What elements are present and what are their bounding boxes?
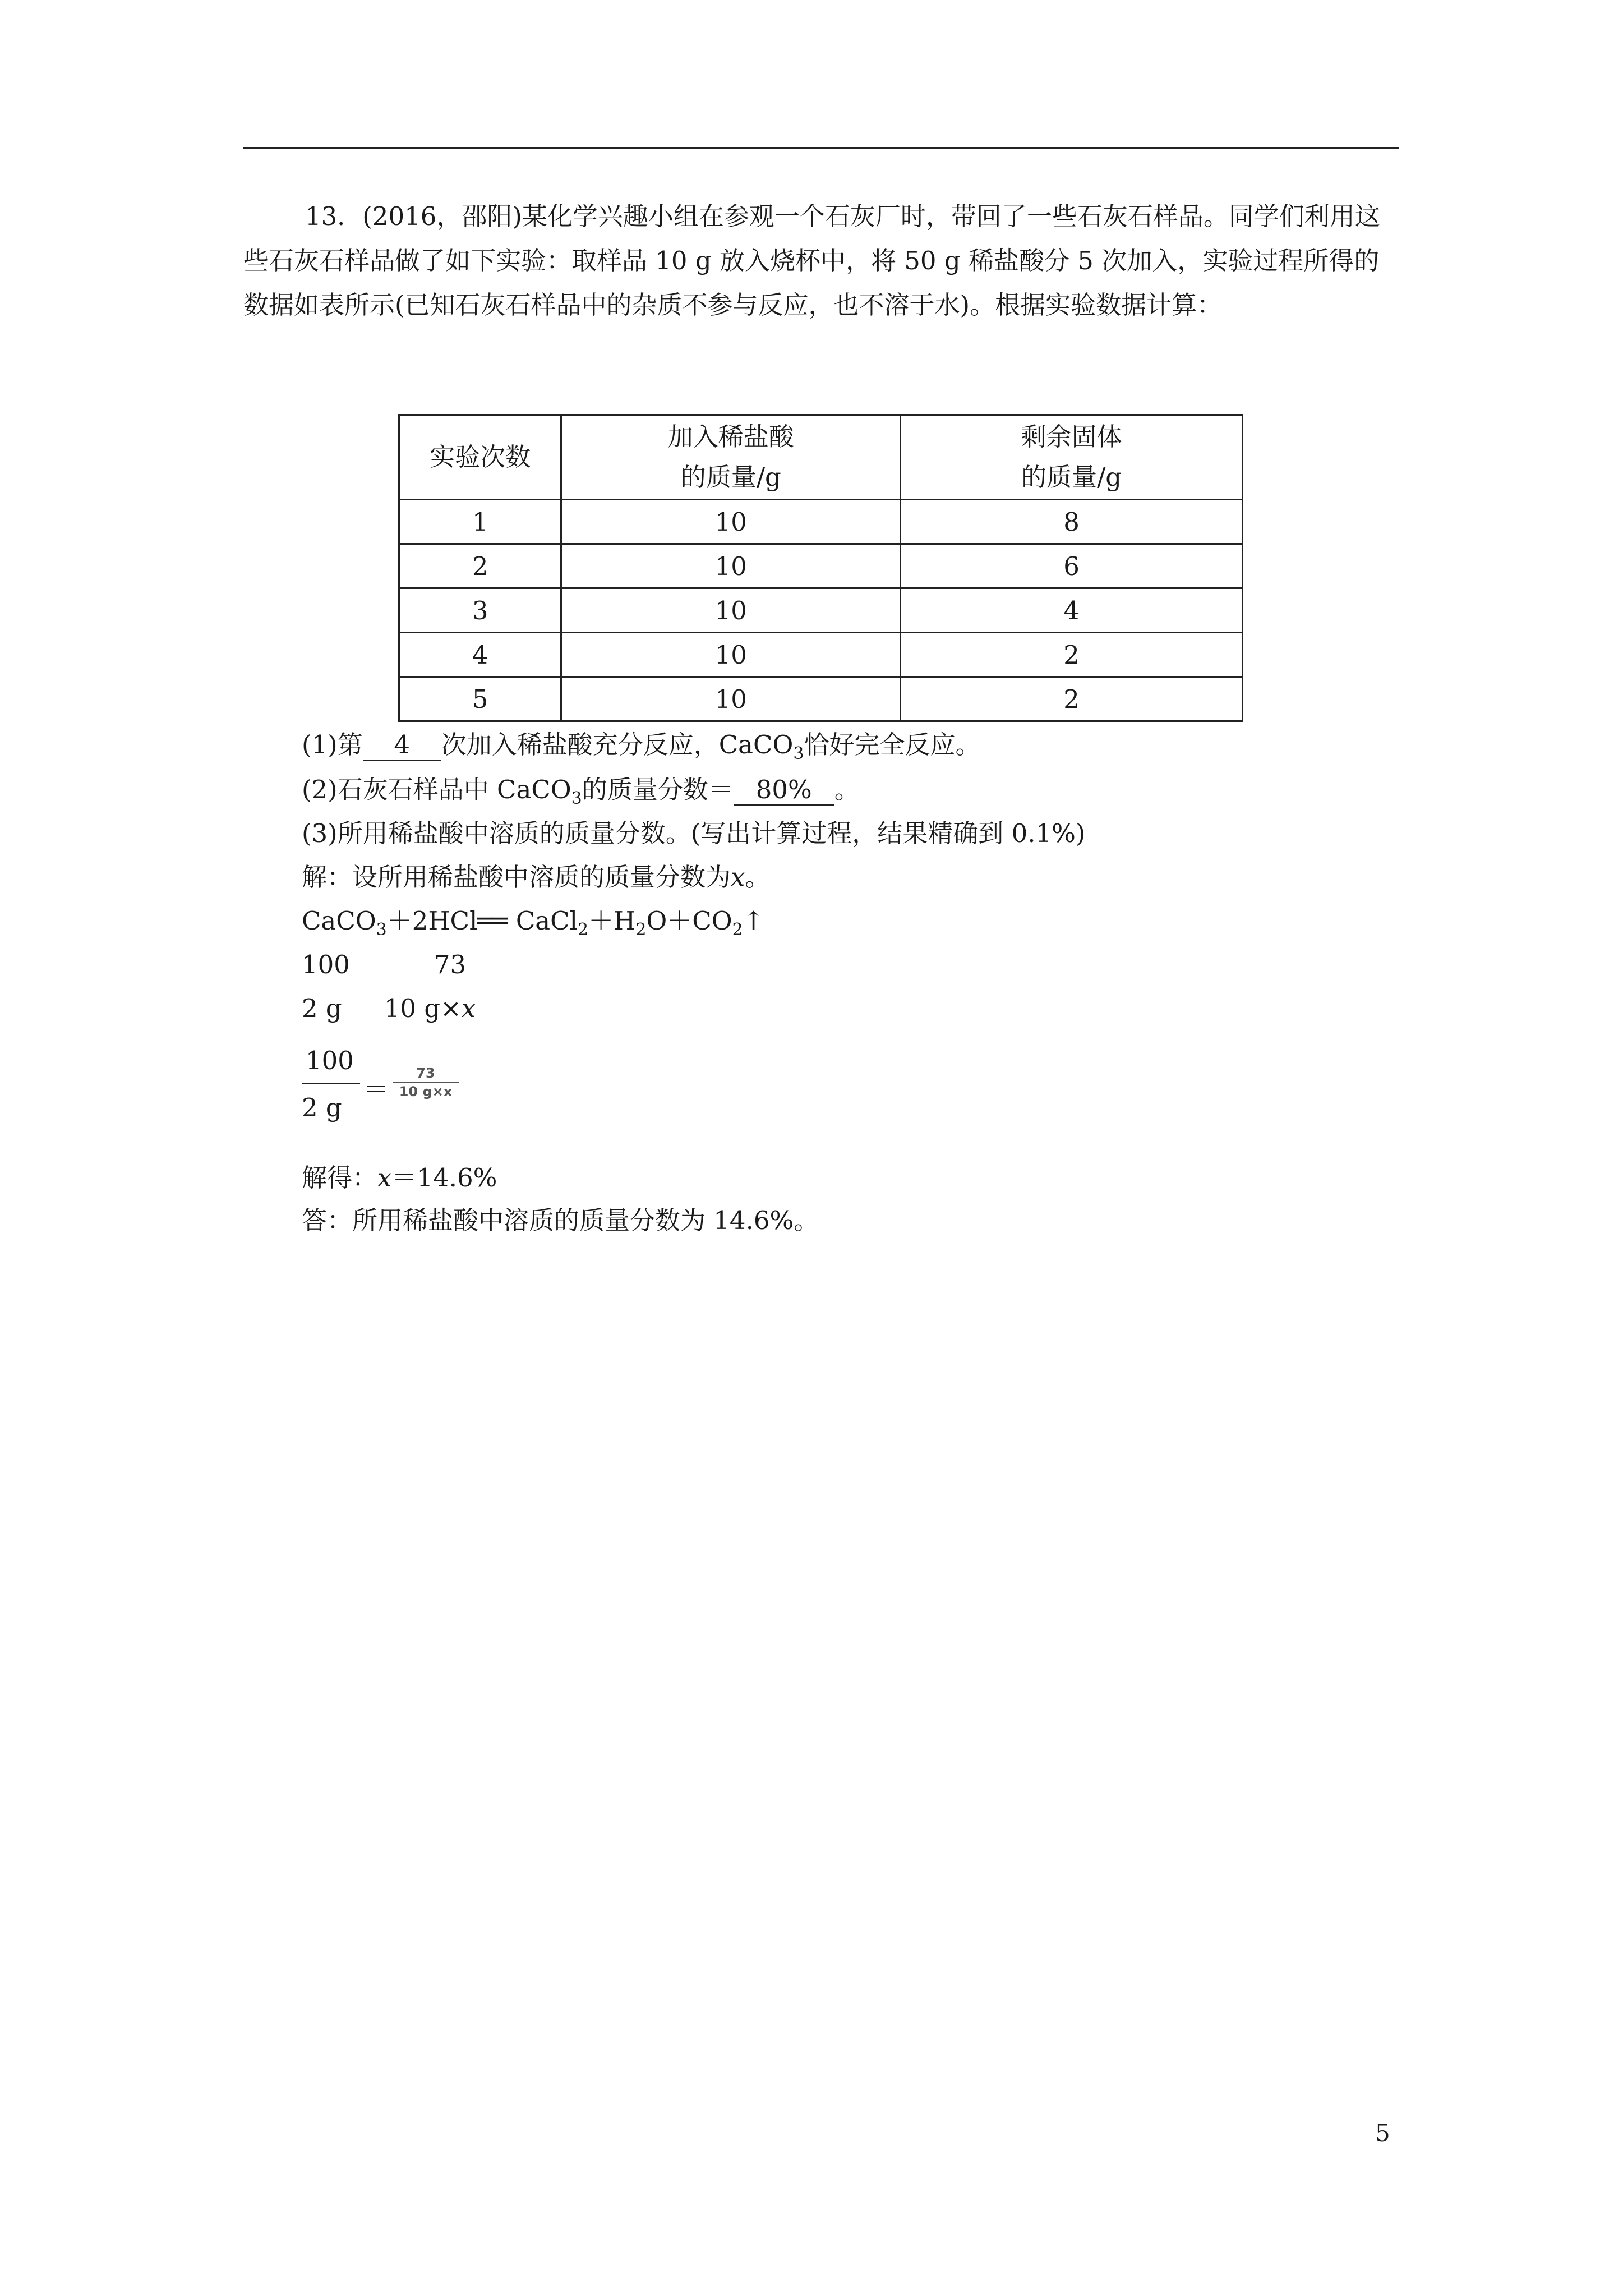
table-cell: 10 — [561, 588, 901, 633]
table-cell: 3 — [399, 588, 561, 633]
ratio-row-mass: 2 g 10 g×x — [302, 993, 476, 1023]
data-table — [398, 414, 1243, 722]
chemical-equation: CaCO$_3$＋2HCl══ $CaCl_2+H_2O+CO_2↑$ — [302, 906, 764, 940]
header-solid-mass: 剩余固体 的质量/g — [901, 415, 1243, 500]
fraction-numerator: 100 — [306, 1046, 354, 1075]
table-cell: 2 — [399, 544, 561, 588]
table-cell: 8 — [901, 500, 1243, 544]
table-cell: 10 — [561, 544, 901, 588]
page-number: 5 — [1375, 2119, 1390, 2147]
table-cell: 2 — [901, 677, 1243, 721]
fraction2-denominator: 10 g×x — [399, 1084, 453, 1099]
header-trial-count: 实验次数 — [399, 415, 561, 500]
fraction-image — [393, 1065, 459, 1100]
table-cell: 4 — [399, 633, 561, 677]
table-cell: 2 — [901, 633, 1243, 677]
table-cell: 5 — [399, 677, 561, 721]
question-text: 13．(2016，邵阳)某化学兴趣小组在参观一个石灰厂时，带回了一些石灰石样品。同学们利用这些石灰石样品做了如下实验：取样品 10 g 放入烧杯中，将 50 g 稀盐酸分 5 次加入，实验过程所得的数据如表所示(已知石灰石样品中的杂质不参与反应，也不溶于水)。根据实验数据计算： — [243, 201, 1380, 320]
table-cell: 6 — [901, 544, 1243, 588]
part3-question: (3)所用稀盐酸中溶质的质量分数。(写出计算过程，结果精确到 0.1%) — [302, 818, 1086, 848]
solution-result: 解得：x＝14.6% — [302, 1163, 497, 1193]
part2-question: (2)石灰石样品中 CaCO$_3$的质量分数＝ 80% 。 — [302, 775, 860, 808]
table-cell: 10 — [561, 633, 901, 677]
part2-answer-blank: 80% — [734, 775, 834, 806]
table-row — [399, 588, 1243, 633]
fraction-bar — [302, 1083, 360, 1084]
header-acid-mass: 加入稀盐酸 的质量/g — [561, 415, 901, 500]
equals-sign: ＝ — [363, 1075, 389, 1105]
table-cell: 10 — [561, 677, 901, 721]
fraction-denominator: 2 g — [302, 1093, 342, 1122]
part1-answer-blank: 4 — [363, 730, 441, 761]
header-rule — [243, 147, 1399, 149]
table-cell: 10 — [561, 500, 901, 544]
solution-intro: 解：设所用稀盐酸中溶质的质量分数为x。 — [302, 862, 771, 892]
table-cell: 1 — [399, 500, 561, 544]
table-header-row — [399, 415, 1243, 500]
ratio-row-molar: 100 73 — [302, 950, 467, 979]
part1-question: (1)第 4 次加入稀盐酸充分反应，CaCO$_3$恰好完全反应。 — [302, 730, 981, 763]
table-cell: 4 — [901, 588, 1243, 633]
table-row — [399, 544, 1243, 588]
table-row — [399, 633, 1243, 677]
table-row — [399, 677, 1243, 721]
table-row — [399, 500, 1243, 544]
fraction2-numerator: 73 — [416, 1065, 435, 1081]
solution-answer: 答：所用稀盐酸中溶质的质量分数为 14.6%。 — [302, 1205, 819, 1235]
